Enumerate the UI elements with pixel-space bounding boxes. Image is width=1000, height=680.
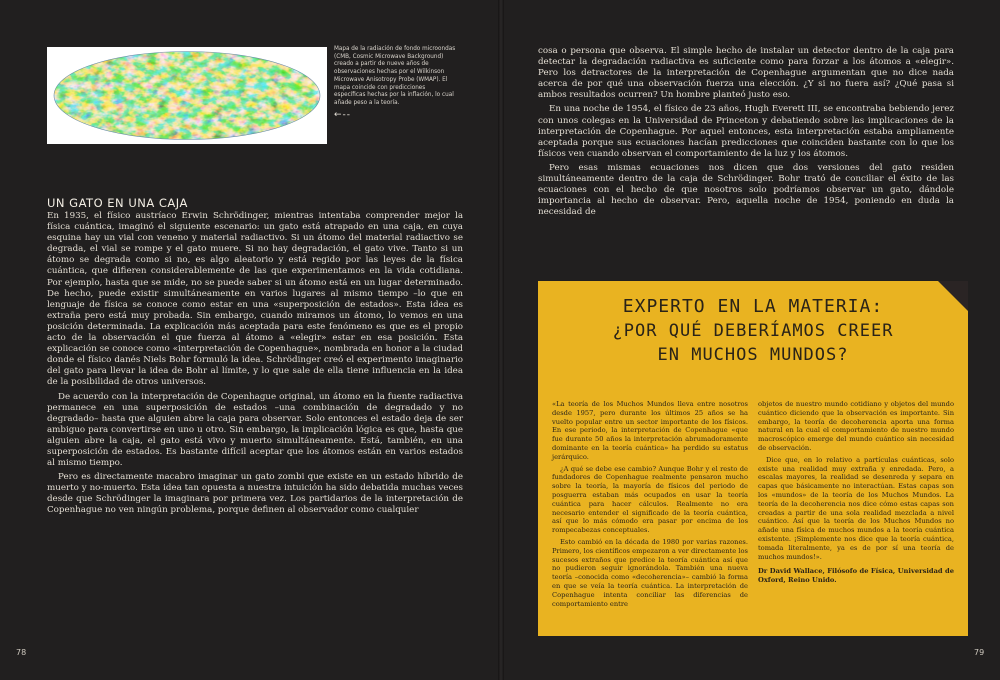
expert-signature: Dr David Wallace, Filósofo de Física, Universidad de Oxford, Reino Unido. [758, 567, 954, 585]
expert-paragraph: ¿A qué se debe ese cambio? Aunque Bohr y el resto de fundadores de Copenhague realmente pensaron mucho sobre la teoría, la mayoría de físicos del periodo de posguerra estaban más ocupados en usar la teoría cuántica para hacer cálculos. Realmente no era necesario entender el significado de la teoría cuántica, así que lo más cómodo era pasar por encima de los rompecabezas conceptuales. [552, 464, 748, 535]
expert-title-line: EN MUCHOS MUNDOS? [657, 345, 849, 365]
body-paragraph: En una noche de 1954, el físico de 23 años, Hugh Everett III, se encontraba bebiendo jerez con unos colegas en la Universidad de Princeton y debatiendo sobre las implicaciones de la interpretación de Copenhague. Por aquel entonces, esta interpretación estaba ampliamente aceptada porque sus ecuaciones hacían predicciones que coinciden bastante con lo que los físicos ven cuando observan el comportamiento de la luz y los átomos. [538, 104, 954, 159]
body-paragraph: Pero esas mismas ecuaciones nos dicen que dos versiones del gato residen simultáneamente dentro de la caja de Schrödinger. Bohr trató de conciliar el éxito de las ecuaciones con el hecho de que nosotros solo podríamos observar un gato, dándole importancia al hecho de observar. Pero, aquella noche de 1954, poniendo en duda la necesidad de [538, 162, 954, 218]
body-paragraph: Pero es directamente macabro imaginar un gato zombi que existe en un estado híbrido de muerto y no-muerto. Esta idea tan opuesta a nuestra intuición ha sido debatida muchas veces desde que Schrödinger la imaginara por primera vez. Los partidarios de la interpretación de Copenhague no ven ningún problema, porque definen al observador como cualquier [47, 472, 463, 516]
left-body-text [47, 211, 463, 520]
body-paragraph: En 1935, el físico austríaco Erwin Schrödinger, mientras intentaba comprender mejor la física cuántica, imaginó el siguiente escenario: un gato está atrapado en una caja, en cuya esquina hay un vial con veneno y material radiactivo. Si un átomo del material radiactivo se degrada, el vial se rompe y el gato muere. Si no hay degradación, el gato vive. Tanto si un átomo se degrada como si no, es algo aleatorio y está regido por las leyes de la física cuántica, que difieren considerablemente de las que experimentamos en la vida cotidiana. Por ejemplo, hasta que se mide, no se puede saber si un átomo está en un lugar determinado. De hecho, puede existir simultáneamente en varios lugares al mismo tiempo –lo que en lenguaje de física se conoce como estar en una «superposición de estados». Esta idea es extraña pero está muy probada. Sin embargo, cuando miramos un átomo, lo vemos en una posición determinada. La explicación más aceptada para este fenómeno es que es el propio acto de la observación el que fuerza al átomo a «elegir» estar en esa posición. Esta explicación se conoce como «interpretación de Copenhague», nombrada en honor a la ciudad donde el físico danés Niels Bohr formuló la idea. Schrödinger creó el experimento imaginario del gato para llevar la idea de Bohr al límite, y lo que sale de ella tiene influencia en la idea de la posibilidad de otros universos. [47, 211, 463, 388]
expert-column-1 [552, 400, 748, 611]
expert-paragraph: objetos de nuestro mundo cotidiano y objetos del mundo cuántico diciendo que la observación es importante. Sin embargo, la teoría de decoherencia aporta una forma natural en la cual el comportamiento de nuestro mundo macroscópico emerge del mundo cuántico sin necesidad de observación. [758, 400, 954, 452]
cmb-map-image [47, 47, 327, 144]
page-number-left: 78 [16, 648, 27, 657]
expert-paragraph: Esto cambió en la década de 1980 por varias razones. Primero, los científicos empezaron a ver directamente los sucesos extraños que predice la teoría cuántica así que no pudieron seguir ignorándola. También una nueva teoría –conocida como «decoherencia»– cambió la forma en que se veía la teoría cuántica. La interpretación de Copenhague intenta conciliar las diferencias de comportamiento entre [552, 537, 748, 608]
body-paragraph: De acuerdo con la interpretación de Copenhague original, un átomo en la fuente radiactiva permanece en una superposición de estados –una combinación de degradado y no degradado– hasta que alguien abre la caja para observar. Solo entonces el estado deja de ser ambiguo para convertirse en uno u otro. Sin embargo, la implicación lógica es que, hasta que alguien abre la caja, el gato está vivo y muerto simultáneamente. Está, también, en una superposición de estados. Es bastante difícil aceptar que los átomos están en varios estados al mismo tiempo. [47, 391, 463, 469]
page-gutter [498, 0, 504, 680]
page-number-right: 79 [974, 648, 985, 657]
section-heading: UN GATO EN UNA CAJA [47, 196, 188, 210]
body-paragraph: cosa o persona que observa. El simple hecho de instalar un detector dentro de la caja para detectar la degradación radiactiva es suficiente como para forzar a los átomos a «elegir». Pero los detractores de la interpretación de Copenhague argumentan que no dice nada acerca de por qué una observación fuerza una elección. ¿Y si no fuera así? ¿Qué pasa si ambos resultados ocurren? Un hombre planteó justo eso. [538, 46, 954, 101]
expert-paragraph: «La teoría de los Muchos Mundos lleva entre nosotros desde 1957, pero durante los últimos 25 años se ha vuelto popular entre un sector importante de los físicos. En ese periodo, la interpretación de Copenhague «que fue durante 50 años la interpretación abrumadoramente dominante en la teoría cuántica» ha perdido su estatus jerárquico. [552, 400, 748, 461]
expert-paragraph: Dice que, en lo relativo a partículas cuánticas, solo existe una realidad muy extraña y enredada. Pero, a escalas mayores, la realidad se desenreda y separa en capas que básicamente no interactúan. Estas capas son los «mundos» de la teoría de los Muchos Mundos. La teoría de la decoherencia nos dice cómo estas capas son creadas a partir de una sola realidad mezclada a nivel cuántico. Así que la teoría de los Muchos Mundos no añade una física de muchos mundos a la teoría cuántica existente. ¡Simplemente nos dice que la teoría cuántica, tomada literalmente, ya es de por sí una teoría de muchos mundos!». [758, 455, 954, 561]
expert-column-2 [758, 400, 954, 588]
expert-title [538, 295, 968, 367]
expert-box [538, 281, 968, 636]
cmb-caption: Mapa de la radiación de fondo microondas (CMB, Cosmic Microwave Background) creado a partir de nueve años de observaciones hechas por el Wilkinson Microwave Anisotropy Probe (WMAP). El mapa coincide con predicciones específicas hechas por la inflación, lo cual añade peso a la teoría. [334, 46, 456, 106]
arrow-left-icon: ←‑‑ [334, 110, 352, 120]
right-body-text [538, 46, 954, 221]
expert-title-line: ¿POR QUÉ DEBERÍAMOS CREER [612, 321, 894, 341]
expert-title-line: EXPERTO EN LA MATERIA: [622, 296, 884, 317]
